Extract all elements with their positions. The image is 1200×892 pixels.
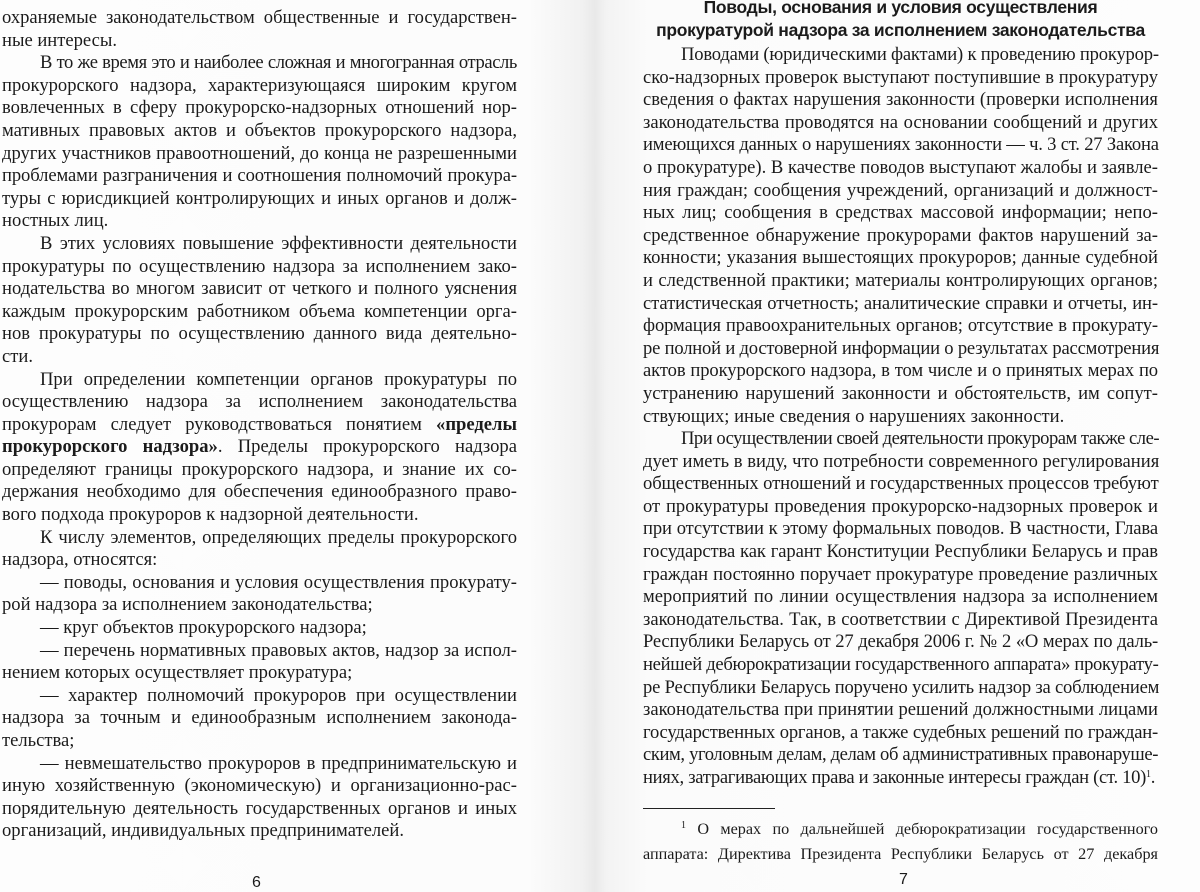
- text-segment: граждан постоянно поручает прокуратуре проведение различных: [643, 563, 1158, 585]
- text-segment: устранению нарушений законности и обстоятельств, им сопут-: [643, 382, 1158, 404]
- text-line: [2, 120, 517, 143]
- text-segment: Республики Беларусь от 27 декабря 2006 г. № 2 «О мерах по даль-: [643, 631, 1158, 653]
- text-segment: — характер полномочий прокуроров при осуществлении: [40, 684, 517, 706]
- text-segment: прокурорам следует руководствоваться понятием: [2, 413, 437, 435]
- footnote-line-1: [643, 817, 1158, 842]
- text-line: [643, 202, 1158, 225]
- text-segment: надзора, относятся:: [2, 549, 158, 571]
- text-line: [643, 677, 1158, 700]
- text-segment: тельства;: [2, 730, 75, 751]
- text-line: [643, 247, 1158, 270]
- text-line: [2, 278, 517, 301]
- text-line: [643, 406, 1158, 429]
- text-line: [643, 157, 1158, 180]
- text-segment: средственное обнаружение прокурорами фактов нарушений за-: [643, 224, 1158, 246]
- text-line: [643, 315, 1158, 338]
- text-segment: конности; указания вышестоящих прокуроров; данные судебной: [643, 247, 1158, 269]
- text-line: [2, 414, 517, 437]
- text-line: [643, 654, 1158, 677]
- text-line: [2, 369, 517, 392]
- text-line: [643, 541, 1158, 564]
- text-segment: нением которых осуществляет прокуратура;: [2, 662, 353, 684]
- text-segment: ностных лиц.: [2, 210, 109, 232]
- text-line: [2, 188, 517, 211]
- text-line: [2, 143, 517, 166]
- text-line: [2, 323, 517, 346]
- text-segment: ско-надзорных проверок выступают поступившие в прокуратуру: [643, 66, 1158, 88]
- text-line: [2, 707, 517, 730]
- text-segment: законодательства при принятии решений должностными лицами: [643, 699, 1158, 721]
- text-line: [643, 699, 1158, 722]
- text-segment: В то же время это и наиболее сложная и многогранная отрасль: [40, 52, 517, 74]
- text-line: [643, 134, 1158, 157]
- text-line: [2, 391, 517, 414]
- text-segment: ским, уголовным делам, делам об административных правонаруше-: [643, 744, 1158, 766]
- text-segment: общественных отношений и государственных процессов требуют: [643, 473, 1159, 495]
- text-segment: — поводы, основания и условия осуществления прокурату-: [40, 571, 517, 593]
- text-line: [643, 293, 1158, 316]
- text-segment: При определении компетенции органов прокуратуры по: [40, 368, 517, 390]
- text-segment: мативных правовых актов и объектов прокурорского надзора,: [2, 119, 517, 141]
- text-segment: при отсутствии к этому формальных поводов. В частности, Глава: [643, 518, 1158, 540]
- text-segment: о прокуратуре). В качестве поводов выступают жалобы и заявле-: [643, 156, 1158, 178]
- text-line: [2, 481, 517, 504]
- text-segment: прокуратуры по осуществлению надзора за исполнением зако-: [2, 255, 517, 277]
- text-line: [643, 473, 1158, 496]
- text-line: [643, 428, 1158, 451]
- text-line: [643, 451, 1158, 474]
- text-line: [2, 210, 517, 233]
- text-line: [2, 504, 517, 527]
- text-line: [2, 30, 517, 53]
- text-line: [643, 383, 1158, 406]
- footnote-marker: 1: [681, 820, 686, 831]
- text-line: [643, 722, 1158, 745]
- heading-line-1: Поводы, основания и условия осуществления: [703, 0, 1098, 17]
- text-line: [2, 52, 517, 75]
- text-segment: ре полной и достоверной информации о результатах рассмотрения: [643, 337, 1160, 359]
- text-segment: охраняемые законодательством общественные и государствен-: [2, 7, 517, 28]
- text-segment: нов прокуратуры по осуществлению данного вида деятельно-: [2, 323, 517, 345]
- text-segment: актов прокурорского надзора, в том числе и о принятых мерах по: [643, 360, 1158, 382]
- text-segment: имеющихся данных о нарушениях законности — ч. 3 ст. 27 Закона: [643, 134, 1159, 156]
- right-page-text: [643, 44, 1158, 790]
- text-segment: законодательства. Так, в соответствии с Директивой Президента: [643, 608, 1158, 630]
- text-segment: государственных органов, а также судебных решений по граждан-: [643, 721, 1158, 743]
- footnote-reference: 1: [1146, 769, 1151, 780]
- text-segment: При осуществлении своей деятельности прокурорам также сле-: [681, 428, 1160, 450]
- text-line: [2, 662, 517, 685]
- text-segment: ные интересы.: [2, 29, 118, 51]
- text-line: [643, 338, 1158, 361]
- text-segment: нейшей дебюрократизации государственного аппарата» прокурату-: [643, 654, 1159, 676]
- footnote: [643, 817, 1158, 867]
- text-segment: формация правоохранительных органов; отсутствие в прокурату-: [643, 315, 1158, 337]
- text-segment: В этих условиях повышение эффективности деятельности: [40, 232, 517, 254]
- text-segment: иную хозяйственную (экономическую) и организационно-рас-: [2, 775, 517, 797]
- text-segment: ния граждан; сообщения учреждений, организаций и должност-: [643, 179, 1158, 201]
- text-segment: .: [1150, 767, 1156, 788]
- heading-line-2: прокуратурой надзора за исполнением законодательства: [656, 19, 1145, 40]
- text-line: [643, 744, 1158, 767]
- text-segment: ре Республики Беларусь поручено усилить надзор за соблюдением: [643, 676, 1160, 698]
- text-segment: вовлеченных в сферу прокурорско-надзорных отношений нор-: [2, 97, 517, 119]
- text-segment: государства как гарант Конституции Республики Беларусь и прав: [643, 541, 1158, 563]
- left-page-text: [2, 7, 517, 843]
- text-segment: — перечень нормативных правовых актов, надзор за испол-: [40, 639, 517, 661]
- text-line: [2, 256, 517, 279]
- text-line: [643, 44, 1158, 67]
- text-line: [643, 631, 1158, 654]
- page-number-left: 6: [252, 874, 261, 891]
- text-line: [2, 75, 517, 98]
- text-line: [643, 89, 1158, 112]
- text-segment: дует иметь в виду, что потребности современного регулирования: [643, 450, 1160, 472]
- text-segment: рой надзора за исполнением законодательства;: [2, 594, 373, 616]
- text-line: [2, 233, 517, 256]
- text-line: [643, 496, 1158, 519]
- text-segment: К числу элементов, определяющих пределы прокурорского: [40, 526, 517, 548]
- text-line: [2, 346, 517, 369]
- text-line: [2, 594, 517, 617]
- footnote-line-2: аппарата: Директива Президента Республики Беларусь от 27 декабря: [643, 845, 1158, 863]
- text-line: [2, 7, 517, 30]
- text-line: [2, 685, 517, 708]
- text-segment: организаций, индивидуальных предпринимателей.: [2, 820, 404, 842]
- text-line: [643, 586, 1158, 609]
- text-line: [643, 67, 1158, 90]
- text-segment: надзора за точным и единообразным исполнением законода-: [2, 707, 517, 729]
- text-segment: ных лиц; сообщения в средствах массовой информации; непо-: [643, 202, 1158, 224]
- text-line: [2, 820, 517, 843]
- text-segment: сведения о фактах нарушения законности (проверки исполнения: [643, 89, 1158, 111]
- text-line: [2, 617, 517, 640]
- page-number-right: 7: [899, 871, 908, 888]
- text-segment: других участников правоотношений, до конца не разрешенными: [2, 142, 517, 164]
- bold-term: прокурорского надзора»: [2, 436, 218, 458]
- text-line: [2, 97, 517, 120]
- text-line: [2, 436, 517, 459]
- text-line: [2, 301, 517, 324]
- text-line: [2, 753, 517, 776]
- text-line: [643, 112, 1158, 135]
- text-line: [2, 640, 517, 663]
- text-segment: проблемами разграничения и соотношения полномочий прокура-: [2, 165, 517, 187]
- text-segment: законодательства проводятся на основании сообщений и других: [643, 111, 1158, 133]
- text-segment: держания необходимо для обеспечения единообразного право-: [2, 481, 517, 503]
- text-line: [2, 527, 517, 550]
- text-line: [643, 564, 1158, 587]
- text-segment: определяют границы прокурорского надзора, и знание их со-: [2, 458, 517, 480]
- text-segment: нодательства во многом зависит от четкого и полного уяснения: [2, 278, 517, 300]
- text-segment: статистическая отчетность; аналитические справки и отчеты, ин-: [643, 292, 1158, 314]
- text-line: [2, 775, 517, 798]
- text-line: [643, 609, 1158, 632]
- text-segment: порядительную деятельность государственных органов и иных: [2, 797, 517, 819]
- text-segment: каждым прокурорским работником объема компетенции орга-: [2, 300, 517, 322]
- text-segment: ствующих; иные сведения о нарушениях законности.: [643, 405, 1065, 427]
- text-segment: — невмешательство прокуроров в предпринимательскую и: [40, 752, 517, 774]
- text-line: [643, 270, 1158, 293]
- text-segment: сти.: [2, 345, 33, 367]
- text-line: [643, 360, 1158, 383]
- text-segment: осуществлению надзора за исполнением законодательства: [2, 391, 517, 413]
- text-line: [2, 165, 517, 188]
- text-segment: мероприятий по линии осуществления надзора за исполнением: [643, 586, 1158, 608]
- text-line: [2, 730, 517, 753]
- text-line: [643, 767, 1158, 790]
- text-segment: и следственной практики; материалы контролирующих органов;: [643, 269, 1158, 291]
- text-line: [643, 180, 1158, 203]
- text-segment: от прокуратуры проведения прокурорско-надзорных проверок и: [643, 495, 1158, 517]
- section-heading: [643, 0, 1158, 41]
- text-segment: вого подхода прокуроров к надзорной деятельности.: [2, 504, 419, 526]
- text-line: [2, 459, 517, 482]
- text-line: [643, 225, 1158, 248]
- footnote-divider: [643, 808, 775, 809]
- text-line: [643, 518, 1158, 541]
- text-segment: ниях, затрагивающих права и законные интересы граждан (ст. 10): [643, 767, 1147, 788]
- text-segment: . Пределы прокурорского надзора: [217, 436, 517, 458]
- text-line: [2, 572, 517, 595]
- text-segment: — круг объектов прокурорского надзора;: [40, 617, 367, 639]
- footnote-text-1: О мерах по дальнейшей дебюрократизации государственного: [697, 820, 1159, 838]
- text-line: [2, 549, 517, 572]
- text-segment: прокурорского надзора, характеризующаяся широким кругом: [2, 74, 517, 96]
- text-segment: туры с юрисдикцией контролирующих и иных органов и долж-: [2, 187, 517, 209]
- text-segment: Поводами (юридическими фактами) к проведению прокурор-: [681, 44, 1159, 65]
- bold-term: «пределы: [436, 413, 517, 435]
- text-line: [2, 798, 517, 821]
